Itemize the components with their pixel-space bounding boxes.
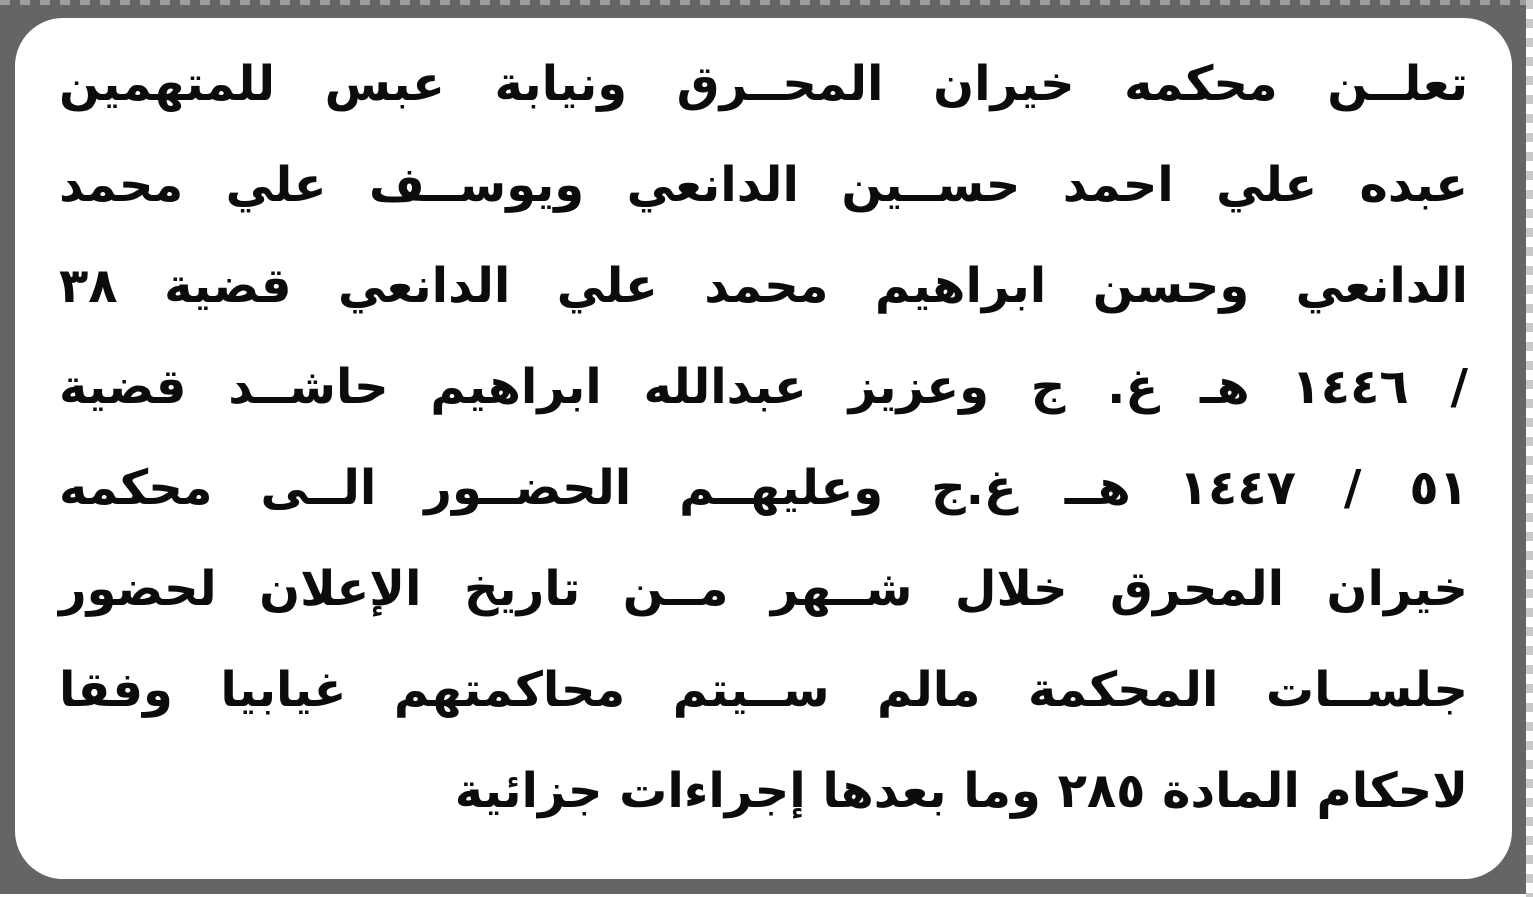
- notice-card: [15, 18, 1512, 879]
- notice-line-5: ٥١ / ١٤٤٧ هــ غ.ج وعليهــم الحضــور الــى محكمه: [59, 460, 1468, 516]
- notice-line-8: لاحكام المادة ٢٨٥ وما بعدها إجراءات جزائية: [454, 763, 1468, 819]
- notice-line-4: / ١٤٤٦ هـ غ. ج وعزيز عبدالله ابراهيم حاشــد قضية: [59, 359, 1468, 415]
- notice-line-2: عبده علي احمد حســين الدانعي ويوســف علي محمد: [59, 157, 1468, 213]
- notice-line-3: الدانعي وحسن ابراهيم محمد علي الدانعي قضية ٣٨: [59, 258, 1468, 314]
- right-edge-dashes: [1526, 0, 1533, 897]
- notice-line-6: خيران المحرق خلال شــهر مــن تاريخ الإعلان لحضور: [59, 561, 1468, 617]
- notice-line-7: جلســات المحكمة مالم ســيتم محاكمتهم غيابيا وفقا: [59, 662, 1468, 718]
- notice-text-block: [59, 34, 1468, 867]
- notice-line-1: تعلــن محكمه خيران المحــرق ونيابة عبس للمتهمين: [59, 56, 1468, 112]
